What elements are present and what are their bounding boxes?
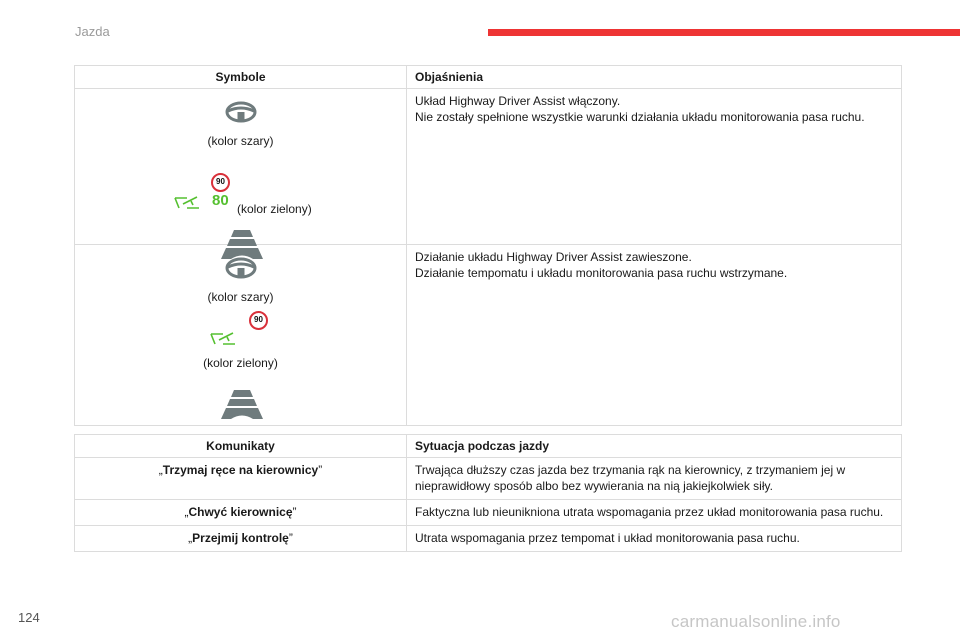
symbols-cell — [75, 245, 407, 426]
gray-color-label: (kolor szary) — [207, 290, 274, 304]
open-quote: „ — [188, 531, 193, 545]
table-row — [75, 89, 902, 245]
symbols-table — [74, 65, 902, 426]
column-header-explanations: Objaśnienia — [407, 66, 902, 89]
explanation-line: Działanie układu Highway Driver Assist zawieszone. — [415, 250, 692, 264]
message-text: Przejmij kontrolę — [192, 531, 289, 545]
close-quote: ” — [288, 531, 293, 545]
explanation-line: Działanie tempomatu i układu monitorowania pasa ruchu wstrzymane. — [415, 266, 788, 280]
explanation-line: Układ Highway Driver Assist włączony. — [415, 94, 621, 108]
steering-wheel-icon — [225, 257, 257, 279]
column-header-symbols: Symbole — [75, 66, 407, 89]
road-lanes-icon — [217, 388, 267, 420]
column-header-messages: Komunikaty — [75, 435, 407, 458]
green-speed-value: 80 — [212, 192, 229, 209]
close-quote: ” — [318, 463, 323, 477]
situation-cell: Faktyczna lub nieunikniona utrata wspomagania przez układ monitorowania pasa ruchu. — [407, 500, 902, 526]
message-text: Trzymaj ręce na kierownicy — [162, 463, 319, 477]
explanation-line: Nie zostały spełnione wszystkie warunki działania układu monitorowania pasa ruchu. — [415, 110, 865, 124]
explanation-cell — [407, 89, 902, 245]
green-color-label: (kolor zielony) — [237, 202, 312, 216]
section-accent-bar — [488, 29, 960, 36]
section-title: Jazda — [75, 24, 110, 39]
messages-table — [74, 434, 902, 552]
situation-cell: Trwająca dłuższy czas jazda bez trzymania rąk na kierownicy, z trzymaniem jej w nieprawidłowy sposób albo bez wywierania na nią jakiejkolwiek siły. — [407, 458, 902, 500]
table-header-row — [75, 66, 902, 89]
close-quote: ” — [292, 505, 297, 519]
symbols-cell — [75, 89, 407, 245]
green-color-label: (kolor zielony) — [203, 356, 278, 370]
steering-wheel-icon — [225, 101, 257, 123]
explanation-cell — [407, 245, 902, 426]
open-quote: „ — [184, 505, 189, 519]
table-row — [75, 526, 902, 552]
table-header-row — [75, 435, 902, 458]
page-number: 124 — [18, 610, 40, 625]
table-row — [75, 458, 902, 500]
table-row — [75, 245, 902, 426]
speed-limit-sign-icon: 90 — [211, 173, 230, 192]
table-row — [75, 500, 902, 526]
lane-keeping-icon — [173, 195, 201, 211]
lane-keeping-icon — [209, 331, 237, 347]
message-text: Chwyć kierownicę — [188, 505, 293, 519]
message-cell — [75, 500, 407, 526]
message-cell — [75, 526, 407, 552]
watermark: carmanualsonline.info — [671, 612, 841, 631]
open-quote: „ — [158, 463, 163, 477]
gray-color-label: (kolor szary) — [207, 134, 274, 148]
column-header-situation: Sytuacja podczas jazdy — [407, 435, 902, 458]
situation-cell: Utrata wspomagania przez tempomat i układ monitorowania pasa ruchu. — [407, 526, 902, 552]
message-cell — [75, 458, 407, 500]
speed-limit-sign-icon: 90 — [249, 311, 268, 330]
